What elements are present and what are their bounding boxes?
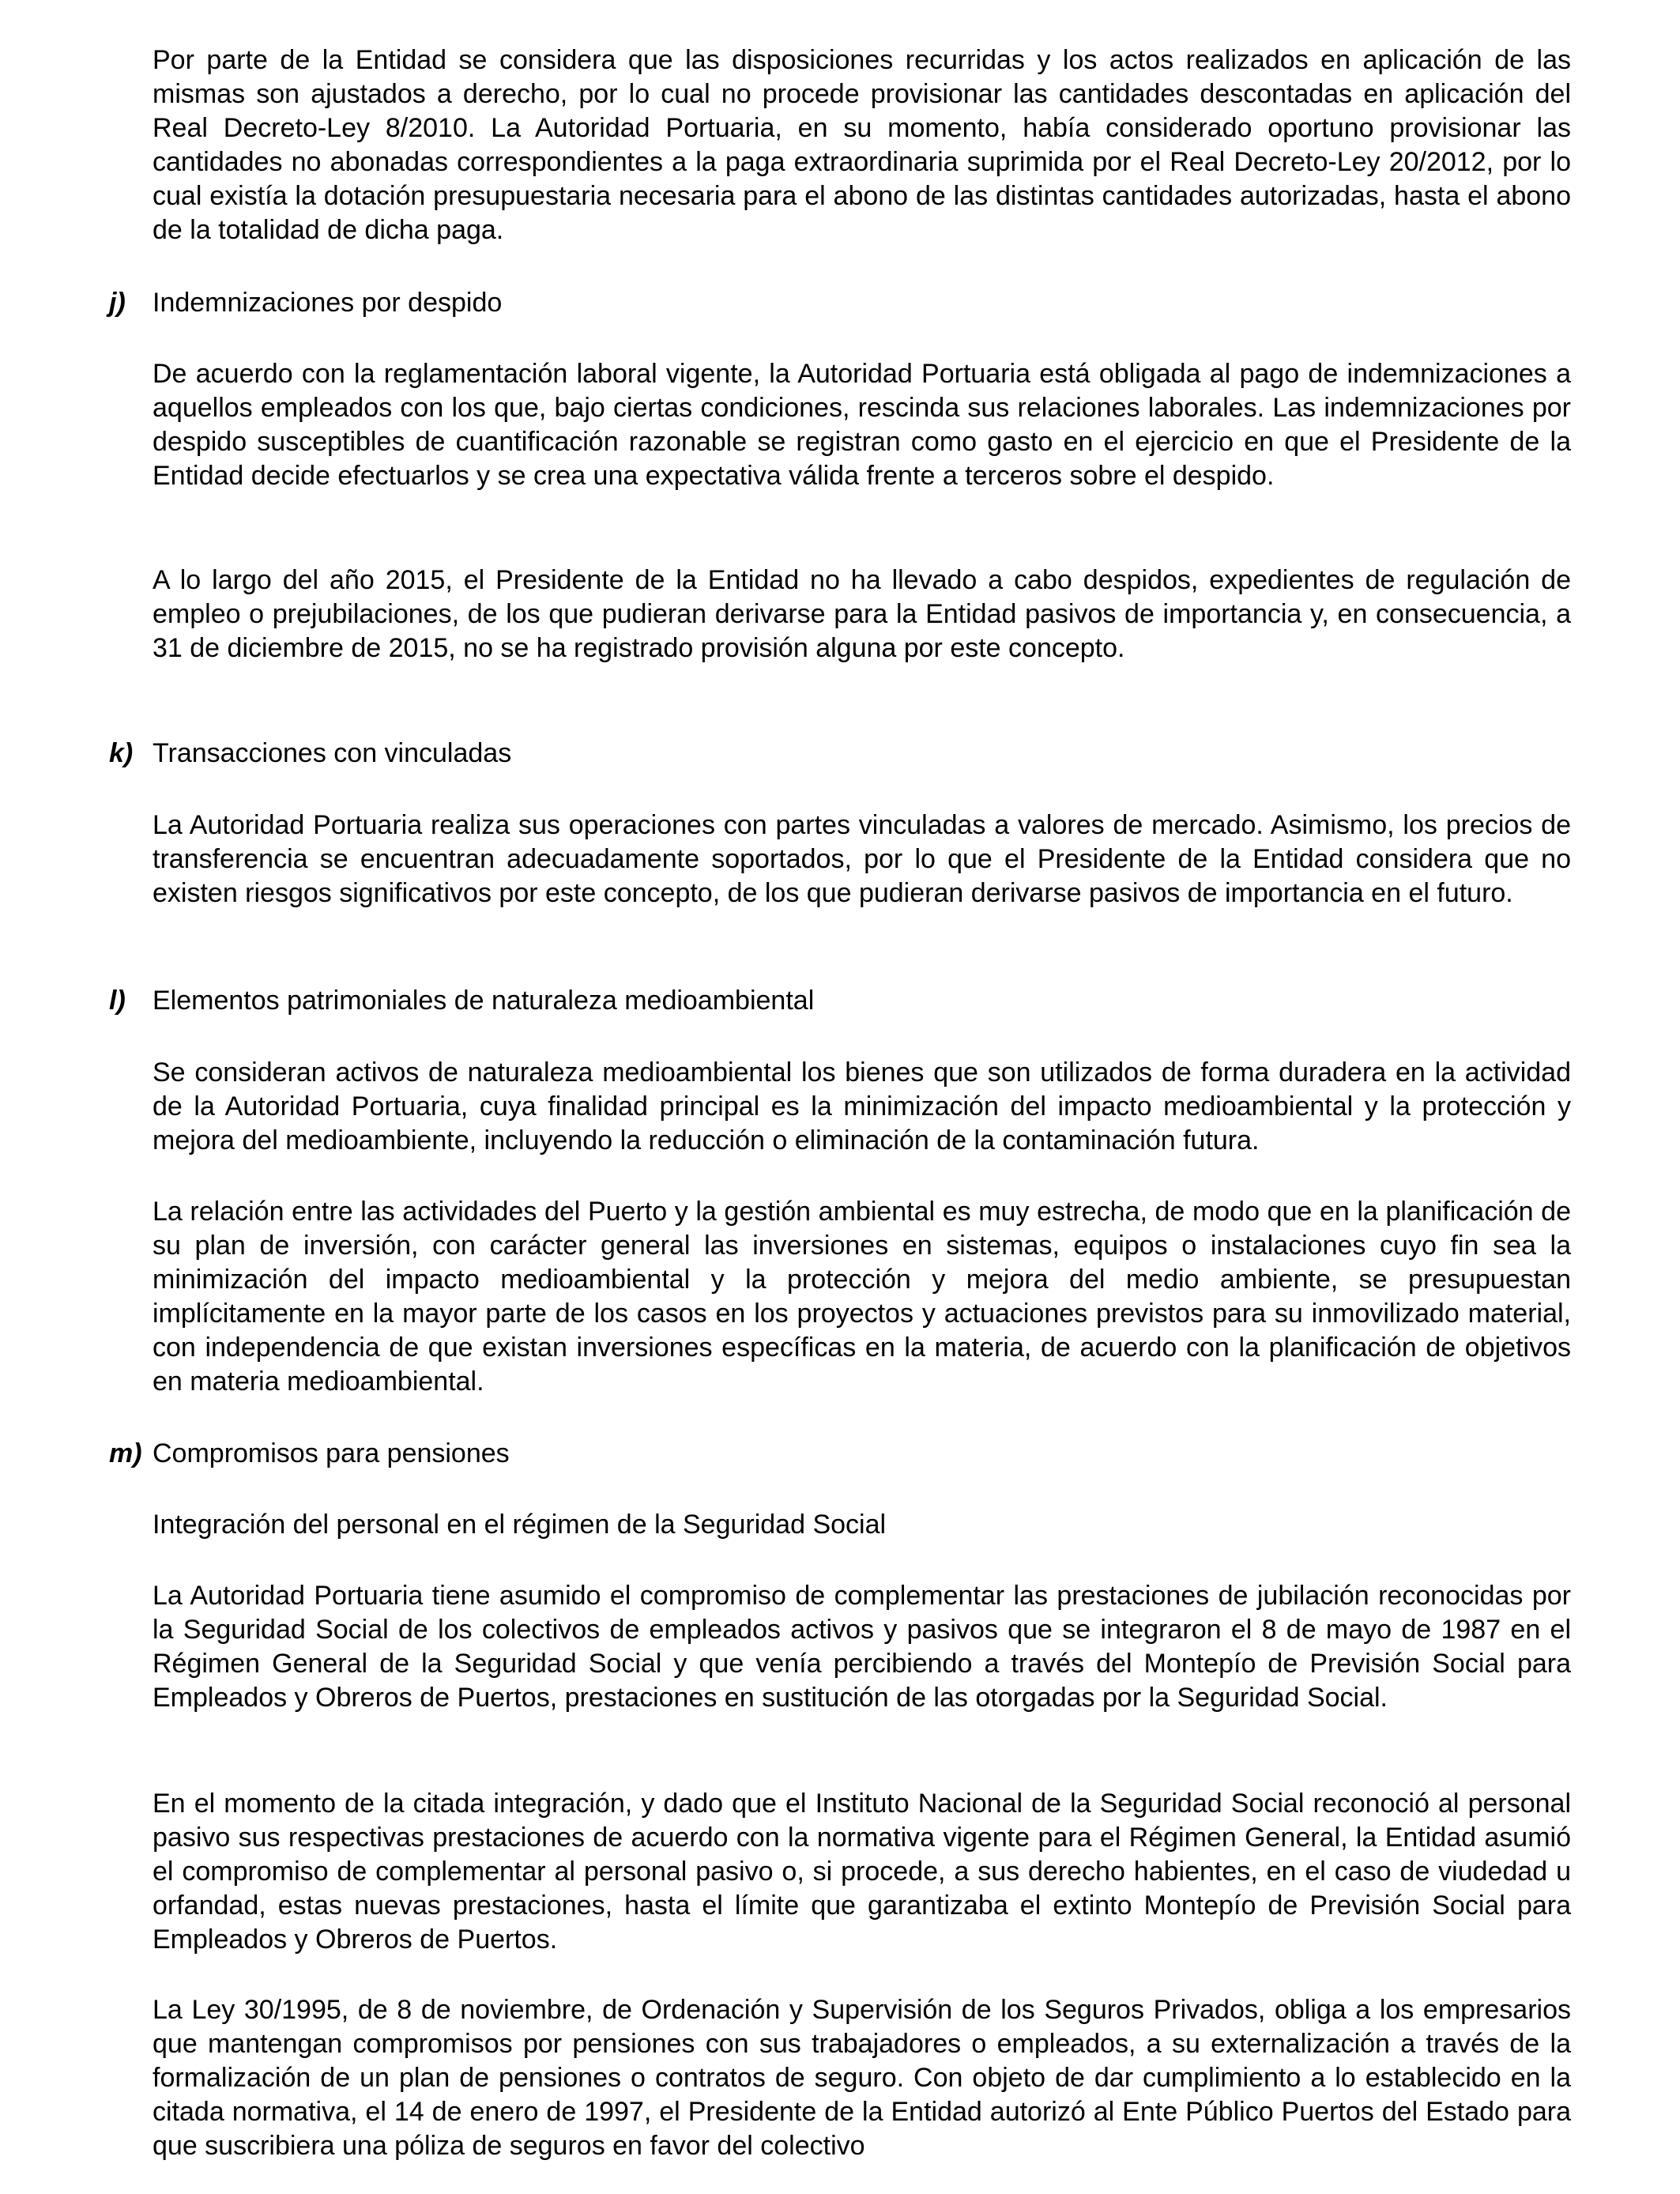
paragraph-intro: Por parte de la Entidad se considera que las disposiciones recurridas y los actos realizados en aplicación de las mismas son ajustados a derecho, por lo cual no procede provisionar las cantidades descontadas en aplicación del Real Decreto-Ley 8/2010. La Autoridad Portuaria, en su momento, había considerado oportuno provisionar las cantidades no abonadas correspondientes a la paga extraordinaria suprimida por el Real Decreto-Ley 20/2012, por lo cual existía la dotación presupuestaria necesaria para el abono de las distintas cantidades autorizadas, hasta el abono de la totalidad de dicha paga. <box>153 45 1571 245</box>
section-heading-m <box>109 1437 1571 1471</box>
paragraph-j-2: A lo largo del año 2015, el Presidente de la Entidad no ha llevado a cabo despidos, expedientes de regulación de empleo o prejubilaciones, de los que pudieran derivarse para la Entidad pasivos de importancia y, en consecuencia, a 31 de diciembre de 2015, no se ha registrado provisión alguna por este concepto. <box>153 565 1571 663</box>
section-letter-k: k) <box>109 738 134 768</box>
section-letter-l: l) <box>109 986 126 1016</box>
paragraph-m-1: La Autoridad Portuaria tiene asumido el compromiso de complementar las prestaciones de jubilación reconocidas por la Seguridad Social de los colectivos de empleados activos y pasivos que se integraron el 8 de mayo de 1987 en el Régimen General de la Seguridad Social y que venía percibiendo a través del Montepío de Previsión Social para Empleados y Obreros de Puertos, prestaciones en sustitución de las otorgadas por la Seguridad Social. <box>153 1581 1571 1713</box>
section-title-k: Transacciones con vinculadas <box>153 738 512 768</box>
paragraph-j-1: De acuerdo con la reglamentación laboral vigente, la Autoridad Portuaria está obligada al pago de indemnizaciones a aquellos empleados con los que, bajo ciertas condiciones, rescinda sus relaciones laborales. Las indemnizaciones por despido susceptibles de cuantificación razonable se registran como gasto en el ejercicio en que el Presidente de la Entidad decide efectuarlos y se crea una expectativa válida frente a terceros sobre el despido. <box>153 359 1571 491</box>
paragraph-m-3: La Ley 30/1995, de 8 de noviembre, de Ordenación y Supervisión de los Seguros Privados, obliga a los empresarios que mantengan compromisos por pensiones con sus trabajadores o empleados, a su externalización a través de la formalización de un plan de pensiones o contratos de seguro. Con objeto de dar cumplimiento a lo establecido en la citada normativa, el 14 de enero de 1997, el Presidente de la Entidad autorizó al Ente Público Puertos del Estado para que suscribiera una póliza de seguros en favor del colectivo <box>153 1995 1571 2161</box>
paragraph-m-subtitle: Integración del personal en el régimen de la Seguridad Social <box>153 1510 887 1540</box>
paragraph-k-1: La Autoridad Portuaria realiza sus operaciones con partes vinculadas a valores de mercado. Asimismo, los precios de transferencia se encuentran adecuadamente soportados, por lo que el Presidente de la Entidad considera que no existen riesgos significativos por este concepto, de los que pudieran derivarse pasivos de importancia en el futuro. <box>153 810 1571 908</box>
section-heading-l <box>109 984 1571 1018</box>
section-letter-j: j) <box>109 288 126 318</box>
paragraph-m-2: En el momento de la citada integración, y dado que el Instituto Nacional de la Seguridad Social reconoció al personal pasivo sus respectivas prestaciones de acuerdo con la normativa vigente para el Régimen General, la Entidad asumió el compromiso de complementar al personal pasivo o, si procede, a sus derecho habientes, en el caso de viudedad u orfandad, estas nuevas prestaciones, hasta el límite que garantizaba el extinto Montepío de Previsión Social para Empleados y Obreros de Puertos. <box>153 1789 1571 1955</box>
section-title-l: Elementos patrimoniales de naturaleza medioambiental <box>153 986 815 1016</box>
section-title-j: Indemnizaciones por despido <box>153 288 503 318</box>
paragraph-l-1: Se consideran activos de naturaleza medioambiental los bienes que son utilizados de forma duradera en la actividad de la Autoridad Portuaria, cuya finalidad principal es la minimización del impacto medioambiental y la protección y mejora del medioambiente, incluyendo la reducción o eliminación de la contaminación futura. <box>153 1057 1571 1155</box>
section-heading-j <box>109 286 1571 320</box>
section-title-m: Compromisos para pensiones <box>153 1438 510 1468</box>
section-letter-m: m) <box>109 1438 142 1468</box>
section-heading-k <box>109 737 1571 771</box>
paragraph-l-2: La relación entre las actividades del Puerto y la gestión ambiental es muy estrecha, de modo que en la planificación de su plan de inversión, con carácter general las inversiones en sistemas, equipos o instalaciones cuyo fin sea la minimización del impacto medioambiental y la protección y mejora del medio ambiente, se presupuestan implícitamente en la mayor parte de los casos en los proyectos y actuaciones previstos para su inmovilizado material, con independencia de que existan inversiones específicas en la materia, de acuerdo con la planificación de objetivos en materia medioambiental. <box>153 1197 1571 1397</box>
